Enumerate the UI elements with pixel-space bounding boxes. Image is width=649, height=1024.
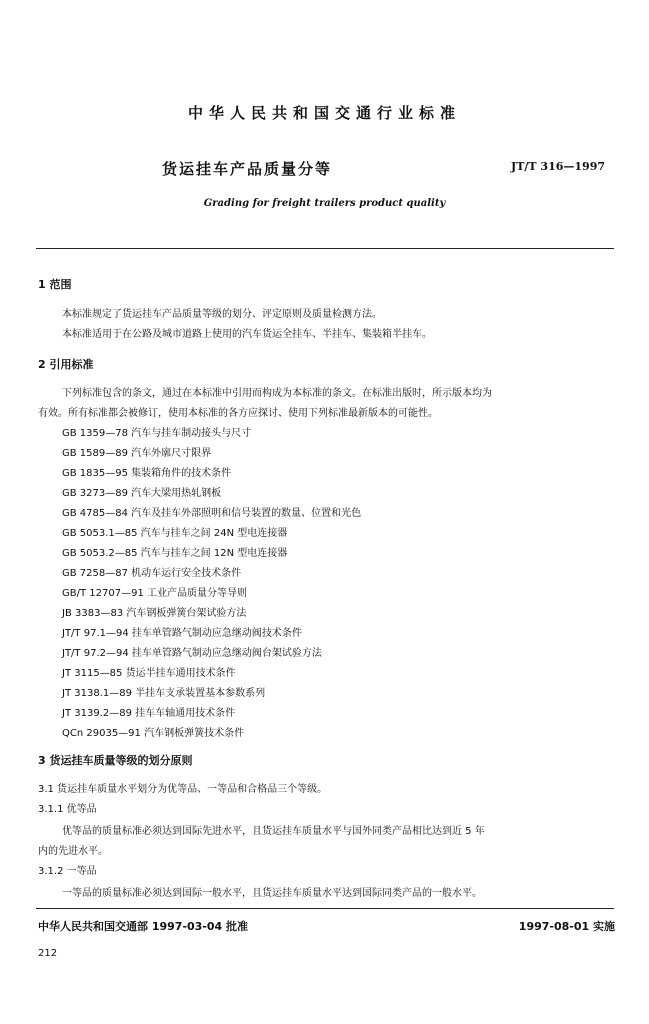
reference-item: JT 3139.2—89 挂车车轴通用技术条件 xyxy=(62,708,236,719)
section-1-paragraph-1: 本标准规定了货运挂车产品质量等级的划分、评定原则及质量检测方法。 xyxy=(62,309,382,320)
clause-3-1-2-text: 一等品的质量标准必须达到国际一般水平，且货运挂车质量水平达到国际同类产品的一般水平。 xyxy=(62,888,482,899)
section-2-intro-line-1: 下列标准包含的条文，通过在本标准中引用而构成为本标准的条文。在标准出版时，所示版本均为 xyxy=(62,388,492,399)
approval-line: 中华人民共和国交通部 1997-03-04 批准 xyxy=(38,920,249,933)
reference-item: JT 3115—85 货运半挂车通用技术条件 xyxy=(62,668,236,679)
reference-item: GB 3273—89 汽车大梁用热轧钢板 xyxy=(62,488,222,499)
industry-standard-heading: 中华人民共和国交通行业标准 xyxy=(187,104,461,122)
implementation-date: 1997-08-01 实施 xyxy=(518,920,615,933)
reference-item: GB 5053.1—85 汽车与挂车之间 24N 型电连接器 xyxy=(62,528,288,539)
section-1-heading: 1 范围 xyxy=(38,278,72,291)
reference-item: GB/T 12707—91 工业产品质量分等导则 xyxy=(62,588,247,599)
reference-item: GB 4785—84 汽车及挂车外部照明和信号装置的数量、位置和光色 xyxy=(62,508,362,519)
standard-number: JT/T 316—1997 xyxy=(511,160,605,173)
document-title-en: Grading for freight trailers product quality xyxy=(203,198,446,209)
document-title-cn: 货运挂车产品质量分等 xyxy=(162,160,333,178)
reference-item: GB 1835—95 集装箱角件的技术条件 xyxy=(62,468,232,479)
reference-item: GB 1359—78 汽车与挂车制动接头与尺寸 xyxy=(62,428,252,439)
clause-3-1: 3.1 货运挂车质量水平划分为优等品、一等品和合格品三个等级。 xyxy=(38,784,328,795)
clause-3-1-1-line-2: 内的先进水平。 xyxy=(38,846,108,857)
reference-item: GB 5053.2—85 汽车与挂车之间 12N 型电连接器 xyxy=(62,548,288,559)
section-1-paragraph-2: 本标准适用于在公路及城市道路上使用的汽车货运全挂车、半挂车、集装箱半挂车。 xyxy=(62,329,432,340)
reference-item: JB 3383—83 汽车钢板弹簧台架试验方法 xyxy=(62,608,247,619)
clause-3-1-1-line-1: 优等品的质量标准必须达到国际先进水平，且货运挂车质量水平与国外同类产品相比达到近 5 年 xyxy=(62,826,485,837)
section-2-intro-line-2: 有效。所有标准都会被修订，使用本标准的各方应探讨、使用下列标准最新版本的可能性。 xyxy=(38,408,438,419)
reference-item: GB 7258—87 机动车运行安全技术条件 xyxy=(62,568,242,579)
reference-item: GB 1589—89 汽车外廓尺寸限界 xyxy=(62,448,212,459)
clause-3-1-1-heading: 3.1.1 优等品 xyxy=(38,804,97,815)
header-divider xyxy=(36,248,614,249)
reference-item: JT/T 97.2—94 挂车单管路气制动应急继动阀台架试验方法 xyxy=(62,648,322,659)
page-number: 212 xyxy=(38,948,58,959)
reference-item: JT/T 97.1—94 挂车单管路气制动应急继动阀技术条件 xyxy=(62,628,302,639)
footer-divider xyxy=(36,908,614,909)
reference-item: QCn 29035—91 汽车钢板弹簧技术条件 xyxy=(62,728,245,739)
section-3-heading: 3 货运挂车质量等级的划分原则 xyxy=(38,754,193,767)
section-2-heading: 2 引用标准 xyxy=(38,358,94,371)
clause-3-1-2-heading: 3.1.2 一等品 xyxy=(38,866,97,877)
reference-item: JT 3138.1—89 半挂车支承装置基本参数系列 xyxy=(62,688,266,699)
